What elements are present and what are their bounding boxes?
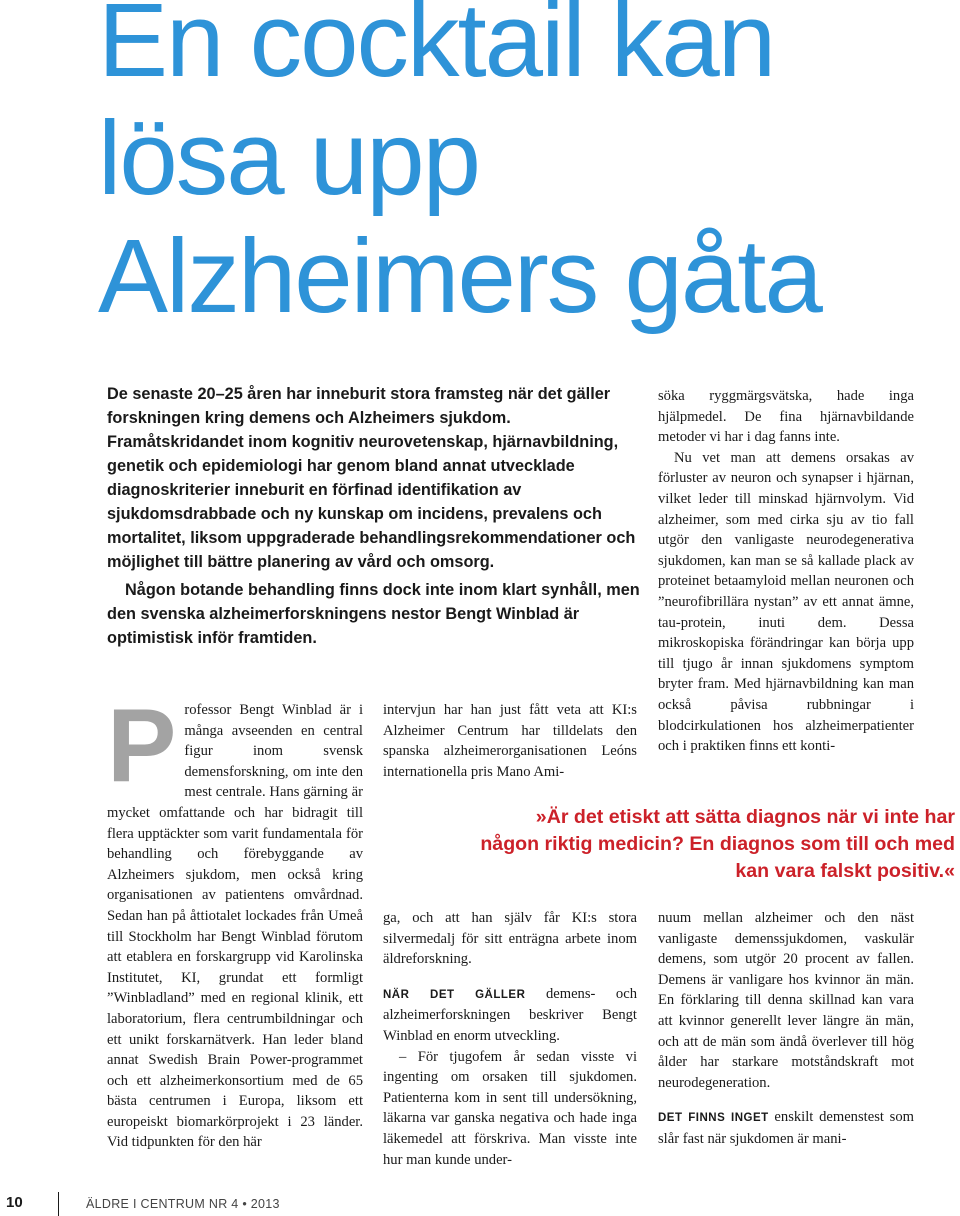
pull-quote-line-2: någon riktig medicin? En diagnos som till och med xyxy=(480,833,955,855)
body-column-3-bottom xyxy=(658,908,914,1150)
publication-name: ÄLDRE I CENTRUM NR 4 • 2013 xyxy=(86,1197,280,1211)
pull-quote-line-3: kan vara falskt positiv.« xyxy=(735,860,955,882)
body-column-2-bottom xyxy=(383,908,637,1170)
body-paragraph: Nu vet man att demens orsakas av förluster av neuron och synapser i hjärnan, vilket leder till minskad hjärnvolym. Vid alzheimer, som med cirka sju av tio fall utgör den vanligaste neurodegenerativa sjukdomen, kan man se så kallade plack av proteinet betaamyloid mellan neuronen och ”neurofibrillära nystan” av ett annat ämne, tau-protein, inuti dem. Dessa mikroskopiska förändringar kan börja upp till tjugo år innan sjukdomens symptom bryter fram. Med hjärnavbildning kan man också påvisa rubbningar i blodcirkulationen hos alzheimerpatienter och i praktiken finns ett konti- xyxy=(658,449,914,755)
body-paragraph: nuum mellan alzheimer och den näst vanligaste demenssjukdomen, vaskulär demens, som utgör 20 procent av fallen. Demens är vanligare hos kvinnor än män. En förklaring till denna skillnad kan vara att kvinnor generellt lever längre än män, och att de män som ändå överlever till hög ålder har starkare motståndskraft mot neurodegeneration. xyxy=(658,910,914,1091)
page-footer xyxy=(0,1192,400,1216)
footer-divider xyxy=(58,1192,59,1216)
body-column-1 xyxy=(107,688,363,1153)
body-paragraph: ga, och att han själv får KI:s stora silvermedalj för sitt enträgna arbete inom äldreforskning. xyxy=(383,910,637,968)
section-lead-in: NÄR DET GÄLLER xyxy=(383,988,526,1001)
ingress-paragraph-2: Någon botande behandling finns dock inte inom klart synhåll, men den svenska alzheimerforskningens nestor Bengt Winblad är optimistisk inför framtiden. xyxy=(107,581,640,647)
pull-quote-line-1: »Är det etiskt att sätta diagnos när vi inte har xyxy=(535,806,955,828)
title-line-2: lösa upp xyxy=(98,100,479,217)
page-number: 10 xyxy=(6,1194,23,1211)
body-text: rofessor Bengt Winblad är i många avseenden en central figur inom svensk demensforskning, om inte den mest centrale. Hans gärning är mycket omfattande och har bidragit till flera upptäckter som varit fundamentala för behandling och förebyggande av Alzheimers sjukdom, men också kring organisationen av patientens omvårdnad. Sedan han på åttiotalet lockades från Umeå till Stockholm har Bengt Winblad förutom att etablera en forskargrupp vid Karolinska Institutet, KI, grundat ett formligt ”Winbladland” med en regional klinik, ett laboratorium, flera centrumbildningar och ett unikt forskarnätverk. Han leder bland annat Swedish Brain Power-programmet och ett alzheimerkonsortium med de 65 bästa centrumen i Europa, liksom ett europeiskt biomarkörprojekt i 23 länder. Vid tidpunkten för den här xyxy=(107,702,363,1151)
body-paragraph: – För tjugofem år sedan visste vi ingenting om orsaken till sjukdomen. Patienterna kom in sent till undersökning, läkarna var ganska negativa och hade inga läkemedel att förskriva. Man visste inte hur man kunde under- xyxy=(383,1048,637,1168)
body-paragraph xyxy=(383,984,637,1047)
ingress-paragraph-1: De senaste 20–25 åren har inneburit stora framsteg när det gäller forskningen kring demens och Alzheimers sjukdom. Framåtskridandet inom kognitiv neurovetenskap, hjärnavbildning, genetik och epidemiologi har genom bland annat utvecklade diagnoskriterier inneburit en förfinad identifikation av sjukdomsdrabbade och ny kunskap om incidens, prevalens och mortalitet, liksom uppgraderade behandlingsrekommendationer och möjlighet till bättre planering av vård och omsorg. xyxy=(107,385,636,571)
drop-cap: P xyxy=(107,688,177,804)
article-title xyxy=(98,0,948,336)
body-text: demens- och alzheimerforskningen beskriver Bengt Winblad en enorm utveckling. xyxy=(383,985,637,1044)
body-paragraph xyxy=(658,1107,914,1149)
body-paragraph: söka ryggmärgsvätska, hade inga hjälpmedel. De fina hjärnavbildande metoder vi har i dag fanns inte. xyxy=(658,388,914,446)
body-paragraph: intervjun har han just fått veta att KI:s Alzheimer Centrum har tilldelats den spanska alzheimerorganisationen Leóns internationella pris Mano Ami- xyxy=(383,702,637,780)
pull-quote xyxy=(383,804,955,885)
body-text: enskilt demenstest som slår fast när sjukdomen är mani- xyxy=(658,1109,914,1147)
body-column-3-top xyxy=(658,386,914,757)
body-column-2-top xyxy=(383,700,637,782)
ingress xyxy=(107,382,647,650)
body-paragraph xyxy=(107,688,363,1153)
title-line-3: Alzheimers gåta xyxy=(98,218,821,335)
title-line-1: En cocktail kan xyxy=(98,0,775,99)
section-lead-in: DET FINNS INGET xyxy=(658,1112,769,1125)
